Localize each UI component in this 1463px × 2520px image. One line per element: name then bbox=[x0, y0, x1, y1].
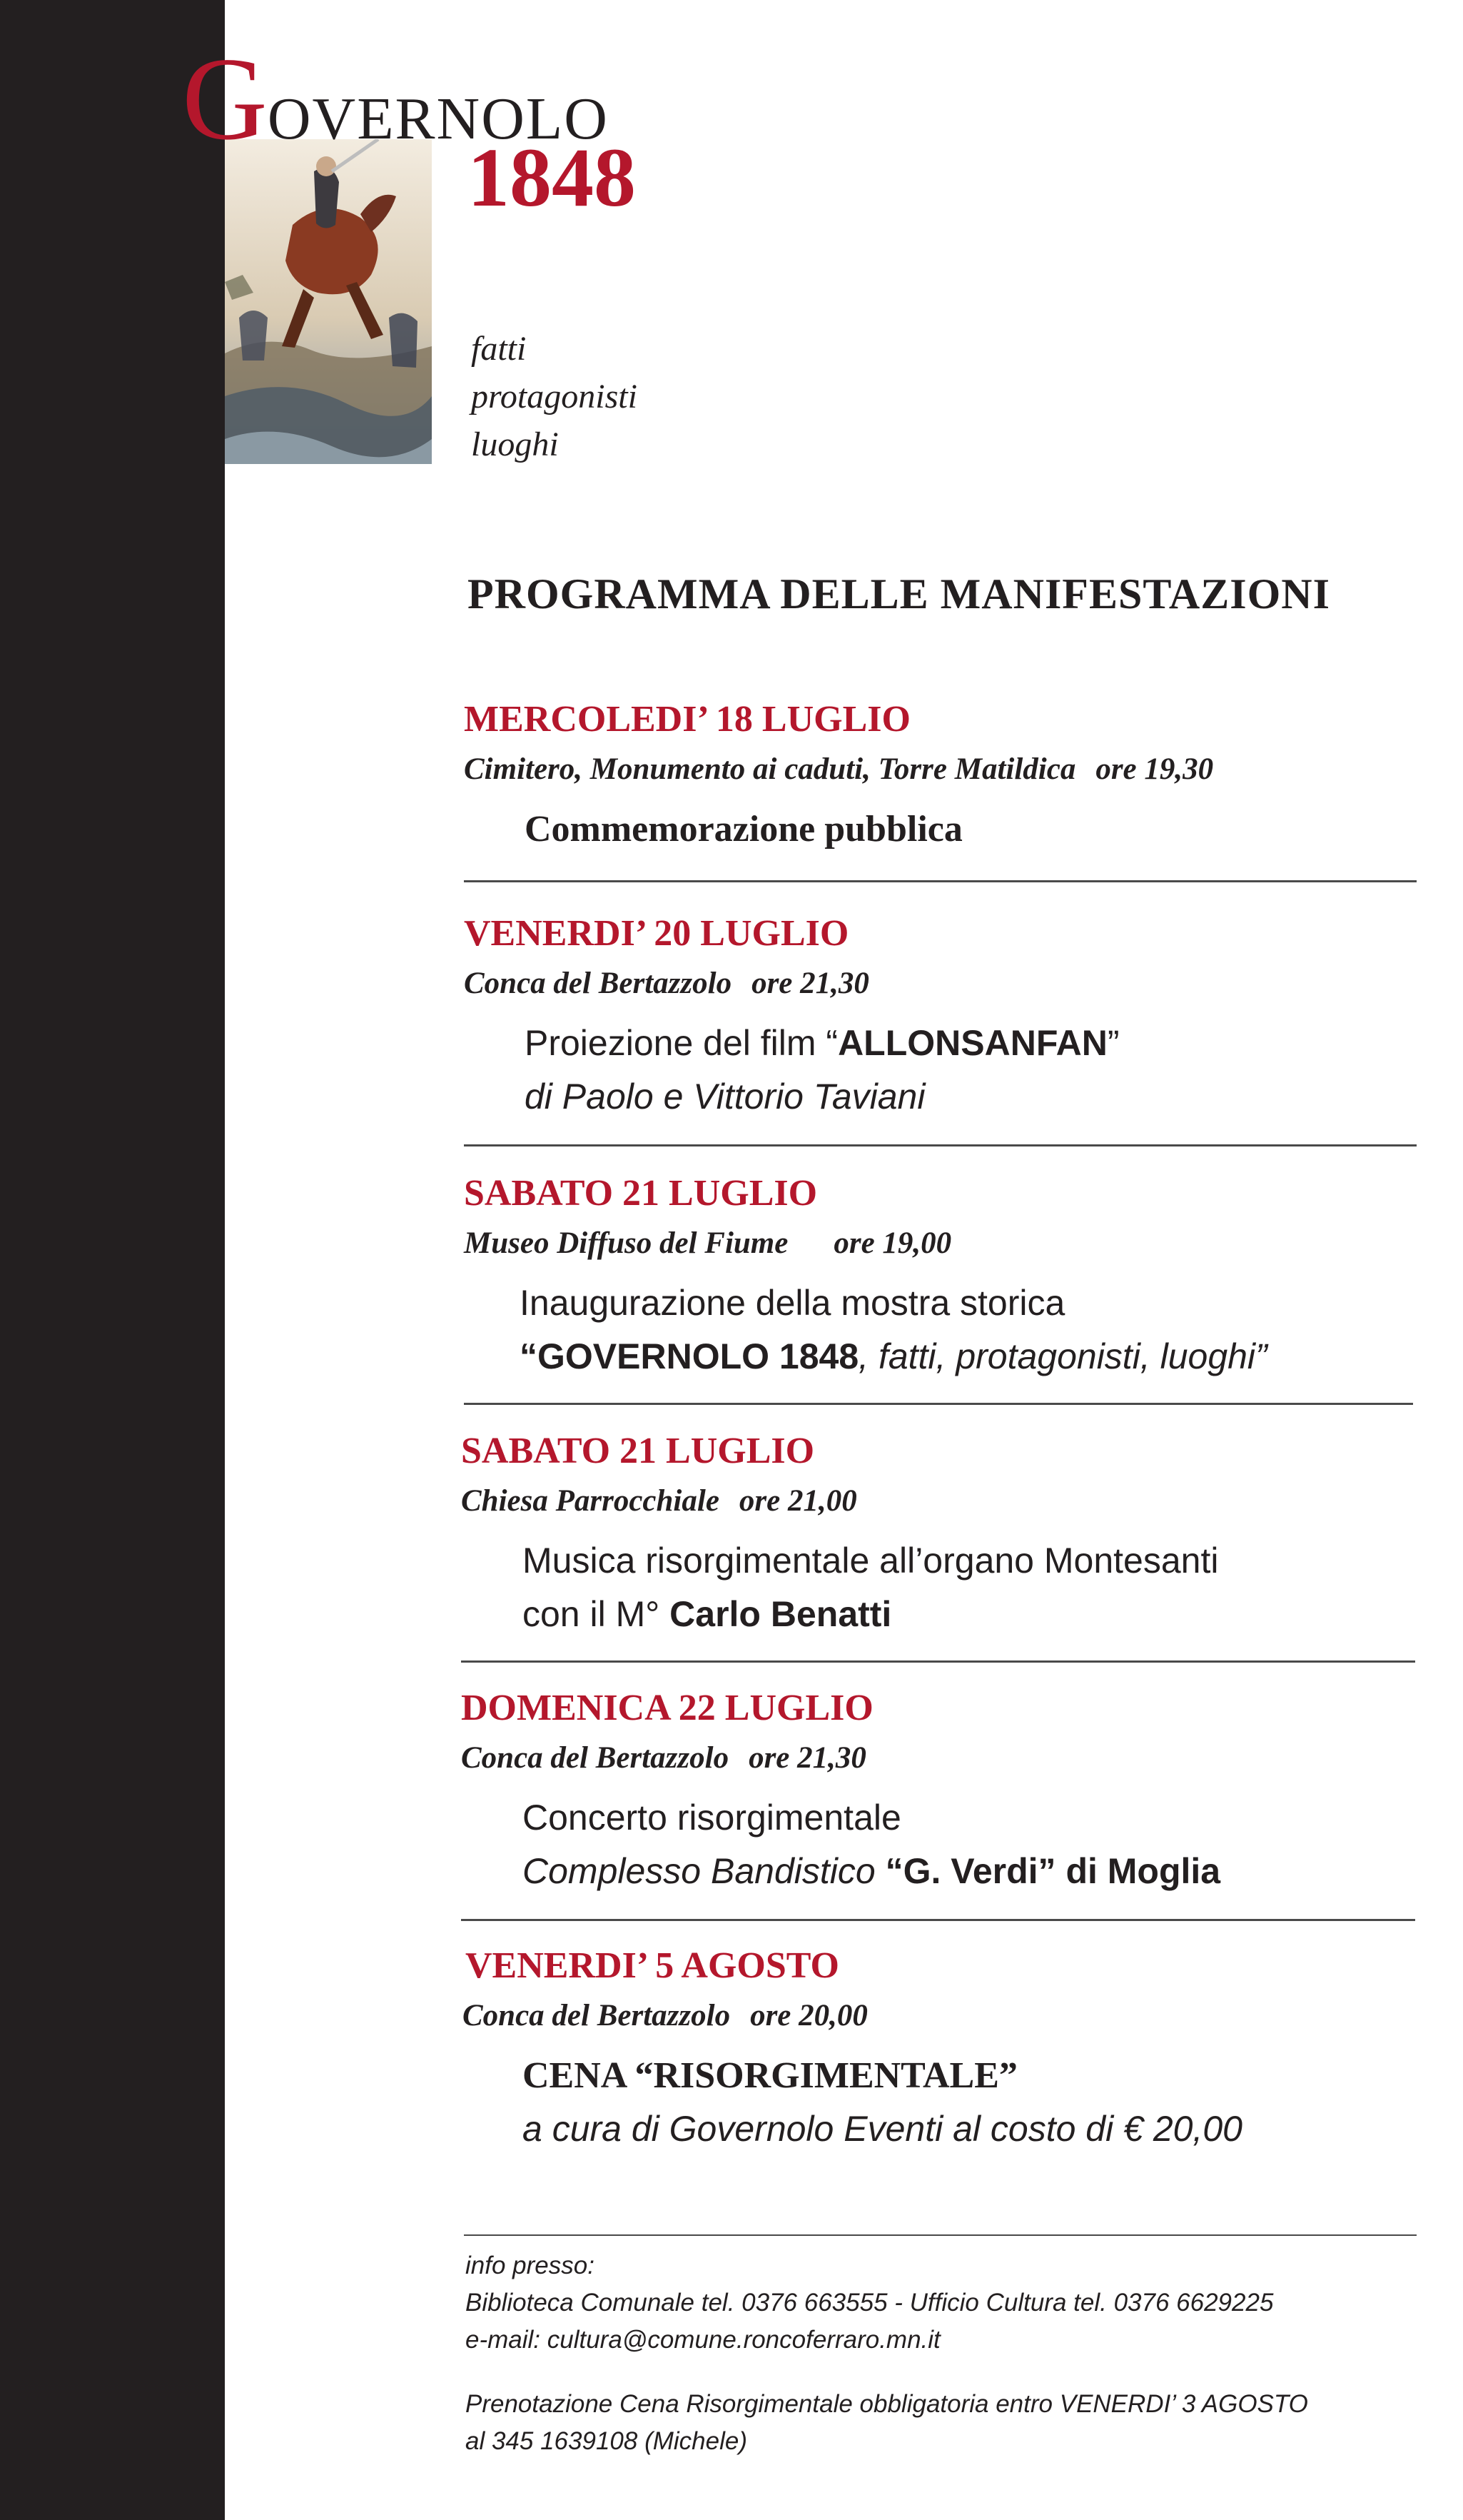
event-date: SABATO 21 LUGLIO bbox=[461, 1431, 815, 1471]
event-date: DOMENICA 22 LUGLIO bbox=[461, 1688, 874, 1728]
event-item bbox=[464, 912, 1417, 1124]
divider bbox=[464, 2234, 1417, 2236]
event-item bbox=[464, 698, 1417, 856]
reservation-note: Prenotazione Cena Risorgimentale obbligatoria entro VENERDI’ 3 AGOSTO bbox=[465, 2390, 1308, 2418]
event-date: VENERDI’ 20 LUGLIO bbox=[464, 913, 849, 954]
info-contacts: Biblioteca Comunale tel. 0376 663555 - Ufficio Cultura tel. 0376 6629225 bbox=[465, 2289, 1274, 2317]
event-place bbox=[464, 750, 1417, 790]
film-directors: di Paolo e Vittorio Taviani bbox=[525, 1077, 926, 1117]
event-item bbox=[461, 1430, 1414, 1641]
event-place bbox=[464, 1224, 1417, 1264]
performer-name: Carlo Benatti bbox=[669, 1594, 892, 1634]
event-location: Cimitero, Monumento ai caduti, Torre Matildica bbox=[464, 752, 1076, 786]
event-date: VENERDI’ 5 AGOSTO bbox=[465, 1945, 839, 1986]
event-time: ore 21,00 bbox=[739, 1484, 857, 1518]
concert-line: Musica risorgimentale all’organo Montesanti bbox=[522, 1541, 1219, 1581]
event-time: ore 19,00 bbox=[834, 1226, 952, 1260]
tagline-line: luoghi bbox=[471, 425, 559, 463]
film-title-suffix: ” bbox=[1107, 1023, 1120, 1063]
film-title-prefix: Proiezione del film “ bbox=[525, 1023, 839, 1063]
event-item bbox=[462, 1945, 1418, 2156]
divider bbox=[464, 880, 1417, 882]
event-place bbox=[461, 1481, 1414, 1521]
event-time: ore 20,00 bbox=[750, 1999, 868, 2032]
tagline-line: protagonisti bbox=[471, 378, 637, 415]
title-year: 1848 bbox=[467, 131, 636, 224]
event-time: ore 21,30 bbox=[749, 1741, 866, 1775]
title-rest: OVERNOLO bbox=[267, 86, 609, 152]
event-date: SABATO 21 LUGLIO bbox=[464, 1173, 818, 1214]
event-date: MERCOLEDI’ 18 LUGLIO bbox=[464, 699, 911, 740]
band-origin: “G. Verdi” di Moglia bbox=[885, 1851, 1221, 1891]
event-location: Chiesa Parrocchiale bbox=[461, 1484, 719, 1518]
info-email: e-mail: cultura@comune.roncoferraro.mn.it bbox=[465, 2326, 941, 2354]
event-time: ore 21,30 bbox=[751, 967, 869, 1000]
event-place bbox=[462, 1996, 1418, 2036]
event-time: ore 19,30 bbox=[1095, 752, 1214, 786]
exhibition-subtitle: , fatti, protagonisti, luoghi” bbox=[859, 1336, 1267, 1376]
program-title: PROGRAMMA DELLE MANIFESTAZIONI bbox=[467, 570, 1330, 618]
divider bbox=[464, 1403, 1413, 1405]
tagline-line: fatti bbox=[471, 330, 527, 368]
exhibition-line: Inaugurazione della mostra storica bbox=[520, 1283, 1065, 1323]
event-place bbox=[464, 964, 1417, 1004]
dinner-title: CENA “RISORGIMENTALE” bbox=[522, 2055, 1018, 2096]
event-description bbox=[520, 1276, 1417, 1384]
event-place bbox=[461, 1738, 1414, 1778]
event-description bbox=[522, 2049, 1418, 2156]
tagline bbox=[471, 325, 637, 468]
info-label: info presso: bbox=[465, 2252, 594, 2279]
title-initial: G bbox=[182, 33, 268, 164]
event-description bbox=[522, 1791, 1414, 1898]
band-name: Complesso Bandistico bbox=[522, 1851, 876, 1891]
performer-prefix: con il M° bbox=[522, 1594, 670, 1634]
divider bbox=[461, 1660, 1415, 1663]
event-description bbox=[522, 1534, 1414, 1641]
event-item bbox=[461, 1687, 1414, 1898]
divider bbox=[461, 1919, 1415, 1921]
event-location: Conca del Bertazzolo bbox=[464, 967, 732, 1000]
event-description: Commemorazione pubblica bbox=[525, 809, 963, 850]
event-description bbox=[525, 1017, 1417, 1124]
left-sidebar-band bbox=[0, 0, 225, 2520]
event-location: Conca del Bertazzolo bbox=[461, 1741, 729, 1775]
reservation-phone: al 345 1639108 (Michele) bbox=[465, 2427, 747, 2455]
exhibition-title: “GOVERNOLO 1848 bbox=[520, 1336, 859, 1376]
battle-illustration bbox=[225, 139, 432, 464]
event-location: Conca del Bertazzolo bbox=[462, 1999, 731, 2032]
info-section bbox=[465, 2247, 1422, 2460]
concert-title: Concerto risorgimentale bbox=[522, 1798, 901, 1838]
event-item bbox=[464, 1172, 1417, 1384]
event-location: Museo Diffuso del Fiume bbox=[464, 1226, 789, 1260]
divider bbox=[464, 1144, 1417, 1146]
film-title: ALLONSANFAN bbox=[838, 1023, 1108, 1063]
dinner-details: a cura di Governolo Eventi al costo di € 20,00 bbox=[522, 2109, 1242, 2149]
